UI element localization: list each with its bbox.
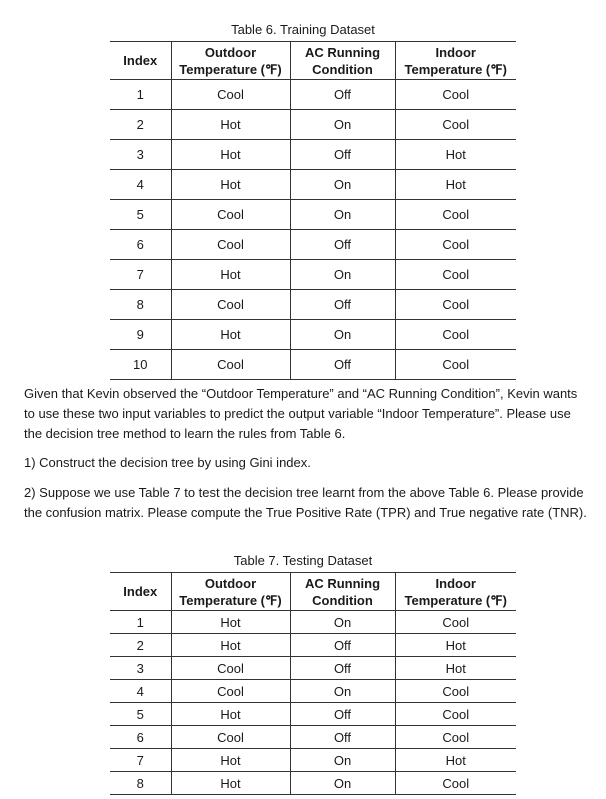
cell-ac-running-condition: Off [290, 634, 395, 657]
cell-indoor-temperature: Cool [395, 320, 516, 350]
cell-outdoor-temperature: Hot [171, 170, 290, 200]
table-row [110, 170, 516, 200]
cell-index: 10 [133, 357, 148, 372]
table-row [110, 350, 516, 380]
cell-indoor-temperature: Hot [395, 749, 516, 772]
cell-indoor-temperature: Cool [395, 350, 516, 380]
cell-index: 5 [136, 706, 144, 722]
cell-ac-running-condition: Off [290, 80, 395, 110]
table-row [110, 320, 516, 350]
cell-outdoor-temperature: Cool [171, 80, 290, 110]
cell-outdoor-temperature: Hot [171, 749, 290, 772]
cell-index: 5 [136, 207, 144, 222]
cell-outdoor-temperature: Cool [171, 680, 290, 703]
header-indoor-temperature: Indoor Temperature (℉) [395, 42, 516, 80]
cell-index: 2 [136, 117, 144, 132]
header-index: Index [123, 53, 158, 68]
cell-index: 3 [136, 147, 144, 162]
cell-ac-running-condition: Off [290, 726, 395, 749]
cell-indoor-temperature: Cool [395, 726, 516, 749]
cell-indoor-temperature: Cool [395, 200, 516, 230]
cell-indoor-temperature: Hot [395, 657, 516, 680]
header-ac-running-condition: AC Running Condition [290, 42, 395, 80]
header-indoor-temperature: Indoor Temperature (℉) [395, 573, 516, 611]
table7-caption: Table 7. Testing Dataset [233, 553, 373, 568]
cell-index: 6 [136, 729, 144, 745]
cell-outdoor-temperature: Cool [171, 230, 290, 260]
cell-ac-running-condition: Off [290, 703, 395, 726]
question-1: 1) Construct the decision tree by using Gini index. [24, 455, 311, 470]
cell-ac-running-condition: On [290, 110, 395, 140]
cell-outdoor-temperature: Cool [171, 290, 290, 320]
intro-paragraph: Given that Kevin observed the “Outdoor Temperature” and “AC Running Condition”, Kevin wants to use these two input variables to predict the output variable “Indoor Temperature”. Please use the decision tree method to learn the rules from Table 6. [24, 386, 578, 441]
cell-ac-running-condition: On [290, 260, 395, 290]
cell-indoor-temperature: Hot [395, 170, 516, 200]
cell-outdoor-temperature: Hot [171, 320, 290, 350]
table-row [110, 260, 516, 290]
table-row [110, 749, 516, 772]
cell-indoor-temperature: Cool [395, 680, 516, 703]
cell-index: 4 [136, 683, 144, 699]
cell-outdoor-temperature: Cool [171, 726, 290, 749]
cell-indoor-temperature: Cool [395, 703, 516, 726]
table-row [110, 200, 516, 230]
cell-indoor-temperature: Cool [395, 772, 516, 795]
table-header-row [110, 42, 516, 80]
table-row [110, 110, 516, 140]
cell-outdoor-temperature: Hot [171, 260, 290, 290]
table-row [110, 680, 516, 703]
cell-outdoor-temperature: Cool [171, 350, 290, 380]
cell-ac-running-condition: On [290, 749, 395, 772]
training-dataset-table [110, 41, 516, 380]
table-row [110, 726, 516, 749]
cell-index: 8 [136, 775, 144, 791]
cell-outdoor-temperature: Hot [171, 772, 290, 795]
table-row [110, 611, 516, 634]
cell-indoor-temperature: Cool [395, 110, 516, 140]
cell-ac-running-condition: On [290, 611, 395, 634]
cell-index: 1 [136, 87, 144, 102]
cell-outdoor-temperature: Cool [171, 200, 290, 230]
cell-ac-running-condition: On [290, 772, 395, 795]
cell-ac-running-condition: On [290, 170, 395, 200]
header-outdoor-temperature: Outdoor Temperature (℉) [171, 573, 290, 611]
cell-outdoor-temperature: Hot [171, 703, 290, 726]
cell-index: 7 [136, 752, 144, 768]
cell-indoor-temperature: Cool [395, 290, 516, 320]
cell-outdoor-temperature: Hot [171, 611, 290, 634]
cell-index: 6 [136, 237, 144, 252]
cell-ac-running-condition: Off [290, 230, 395, 260]
table-row [110, 657, 516, 680]
cell-index: 4 [136, 177, 144, 192]
cell-index: 3 [136, 660, 144, 676]
cell-outdoor-temperature: Cool [171, 657, 290, 680]
cell-outdoor-temperature: Hot [171, 634, 290, 657]
table-row [110, 80, 516, 110]
table-row [110, 772, 516, 795]
cell-indoor-temperature: Hot [395, 140, 516, 170]
cell-indoor-temperature: Cool [395, 260, 516, 290]
cell-index: 7 [136, 267, 144, 282]
cell-indoor-temperature: Cool [395, 611, 516, 634]
cell-indoor-temperature: Cool [395, 230, 516, 260]
table-header-row [110, 573, 516, 611]
cell-index: 1 [136, 614, 144, 630]
cell-index: 8 [136, 297, 144, 312]
cell-outdoor-temperature: Hot [171, 110, 290, 140]
testing-dataset-table [110, 572, 516, 795]
table-row [110, 230, 516, 260]
header-outdoor-temperature: Outdoor Temperature (℉) [171, 42, 290, 80]
cell-outdoor-temperature: Hot [171, 140, 290, 170]
table6-caption: Table 6. Training Dataset [231, 22, 375, 37]
cell-ac-running-condition: Off [290, 657, 395, 680]
cell-ac-running-condition: On [290, 200, 395, 230]
question-2: 2) Suppose we use Table 7 to test the decision tree learnt from the above Table 6. Please provide the confusion matrix. Please compute the True Positive Rate (TPR) and True negative rate (TNR). [24, 485, 587, 520]
table-row [110, 634, 516, 657]
table-row [110, 140, 516, 170]
cell-ac-running-condition: Off [290, 290, 395, 320]
cell-index: 2 [136, 637, 144, 653]
table-row [110, 290, 516, 320]
cell-indoor-temperature: Cool [395, 80, 516, 110]
cell-ac-running-condition: Off [290, 140, 395, 170]
cell-index: 9 [136, 327, 144, 342]
header-ac-running-condition: AC Running Condition [290, 573, 395, 611]
cell-ac-running-condition: Off [290, 350, 395, 380]
header-index: Index [123, 584, 158, 599]
cell-ac-running-condition: On [290, 680, 395, 703]
cell-ac-running-condition: On [290, 320, 395, 350]
cell-indoor-temperature: Hot [395, 634, 516, 657]
table-row [110, 703, 516, 726]
